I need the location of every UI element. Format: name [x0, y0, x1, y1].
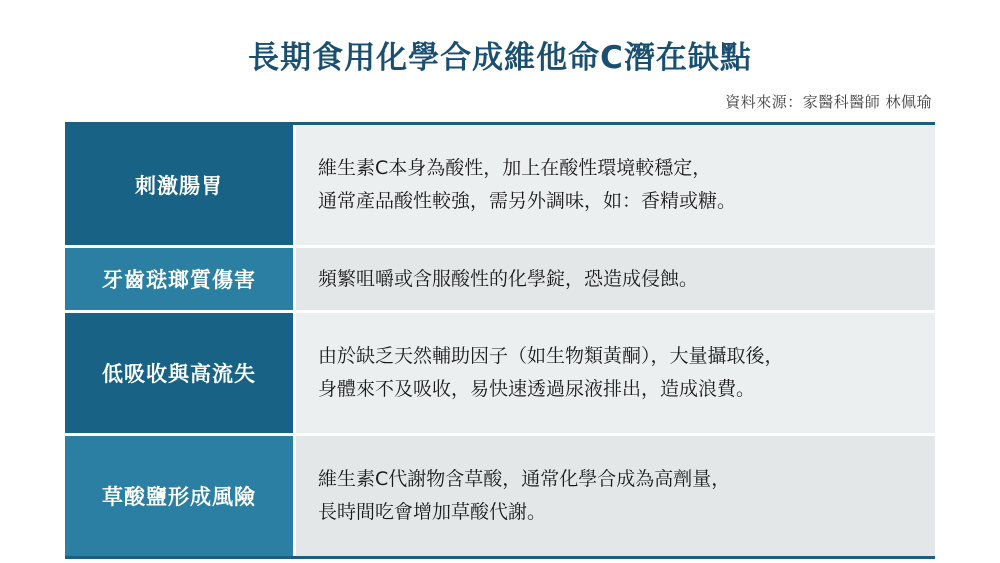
- row-content-line: 長時間吃會增加草酸代謝。: [318, 501, 547, 524]
- row-content-line: 頻繁咀嚼或含服酸性的化學錠，恐造成侵蝕。: [318, 267, 699, 290]
- row-content-line: 維生素C本身為酸性，加上在酸性環境較穩定，: [318, 156, 712, 179]
- row-content: [293, 248, 935, 310]
- source-credit: 資料來源：家醫科醫師 林佩瑜: [725, 93, 932, 112]
- table-row: [65, 313, 935, 436]
- drawbacks-table: [65, 122, 935, 559]
- row-content-line: 身體來不及吸收，易快速透過尿液排出，造成浪費。: [318, 378, 756, 401]
- row-content-line: 由於缺乏天然輔助因子（如生物類黃酮），大量攝取後，: [318, 344, 784, 367]
- row-content-line: 通常產品酸性較強，需另外調味，如：香精或糖。: [318, 190, 737, 213]
- row-content: [293, 313, 935, 433]
- row-content-line: 維生素C代謝物含草酸，通常化學合成為高劑量，: [318, 467, 731, 490]
- row-label: 刺激腸胃: [65, 125, 293, 245]
- row-label: 低吸收與高流失: [65, 313, 293, 433]
- row-content: [293, 436, 935, 556]
- row-content: [293, 125, 935, 245]
- table-row: [65, 125, 935, 248]
- row-label: 牙齒琺瑯質傷害: [65, 248, 293, 310]
- page-title: 長期食用化學合成維他命C潛在缺點: [248, 40, 752, 76]
- table-row: [65, 248, 935, 313]
- table-row: [65, 436, 935, 556]
- row-label: 草酸鹽形成風險: [65, 436, 293, 556]
